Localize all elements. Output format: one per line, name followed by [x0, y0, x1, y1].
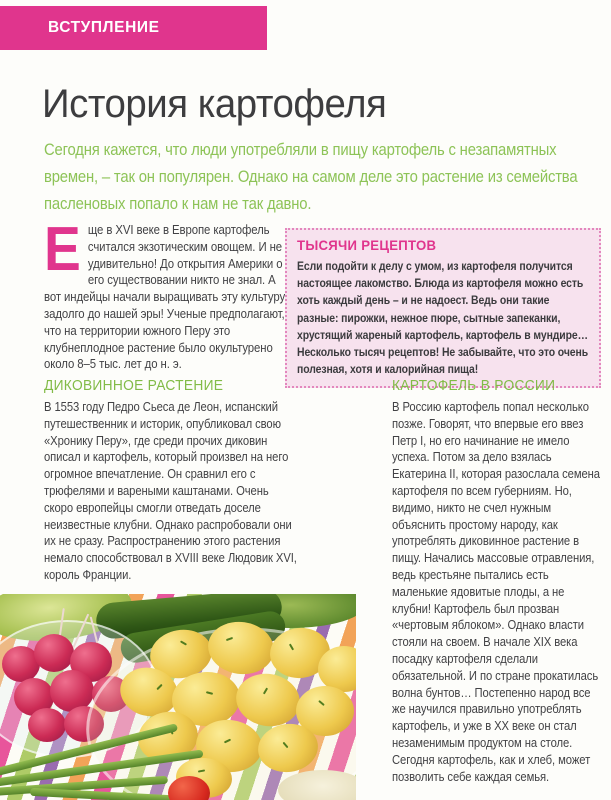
- recipe-box-title: ТЫСЯЧИ РЕЦЕПТОВ: [297, 237, 437, 253]
- recipe-box-text: Если подойти к делу с умом, из картофеля получится настоящее лакомство. Блюда из картофеля можно есть хоть каждый день – и не надоест. Ведь они такие разные: пирожки, нежное пюре, сытные запеканки, хрустящий жареный картофель, картофель в мундире… Несколько тысяч рецептов! Не забывайте, что это очень полезная, хотя и калорийная пища!: [297, 260, 589, 377]
- section-heading-potato-in-russia: КАРТОФЕЛЬ В РОССИИ: [392, 378, 556, 394]
- section-heading-curious-plant: ДИКОВИННОЕ РАСТЕНИЕ: [44, 378, 224, 394]
- intro-text: ще в XVI веке в Европе картофель считался экзотическим овощем. И не удивительно! До открытия Америки о его существовании никто не знал. А вот индейцы начали выращивать эту культуру задолго до нашей эры! Ученые предполагают, что на территории южного Перу это клубнеплодное растение было окультурено около 8–5 тыс. лет до н. э.: [44, 222, 286, 372]
- page-title: История картофеля: [42, 82, 387, 126]
- radish: [28, 708, 66, 742]
- radish: [34, 634, 74, 672]
- column-curious-plant: [44, 378, 332, 584]
- lead-paragraph: Сегодня кажется, что люди употребляли в пищу картофель с незапамятных времен, – так он популярен. Однако на самом деле это растение из семейства пасленовых попало к нам не так давно.: [44, 141, 578, 213]
- recipe-callout-box: [285, 228, 601, 388]
- section-body-curious-plant: В 1553 году Педро Сьеса де Леон, испанский путешественник и историк, опубликовал свою «Хронику Перу», где среди прочих диковин описал и картофель, который произвел на него огромное впечатление. Он сравнил его с трюфелями и вареными каштанами. Очень скоро европейцы смогли отведать доселе неизвестные клубни. Однако распробовали они их не сразу. Распространению этого растения немало способствовал в XVIII веке Людовик XVI, король Франции.: [44, 399, 297, 582]
- column-potato-in-russia: [392, 378, 611, 785]
- section-header-bar: [0, 6, 267, 50]
- intro-paragraph: [44, 215, 291, 373]
- drop-cap-letter: Е: [44, 215, 81, 284]
- photo-potatoes-and-radishes: [0, 594, 356, 800]
- section-body-potato-in-russia: В Россию картофель попал несколько позже. Говорят, что впервые его ввез Петр I, но его начинание не имело успеха. Потом за дело взялась Екатерина II, которая разослала семена картофеля по всем губерниям. Но, видимо, никто не счел нужным объяснить простому народу, как употреблять диковинное растение в пищу. Начались массовые отравления, ведь крестьяне пытались есть маленькие ядовитые плоды, а не клубни! Картофель был прозван «чертовым яблоком». Однако власти стояли на своем. В начале XIX века посадку картофеля сделали обязательной. И по стране прокатилась волна бунтов… Постепенно народ все же научился правильно употреблять картофель, и уже в ХХ веке он стал незаменимым продуктом на столе. Сегодня картофель, как и хлеб, может позволить себе каждая семья.: [392, 399, 600, 784]
- section-header-label: ВСТУПЛЕНИЕ: [48, 19, 160, 36]
